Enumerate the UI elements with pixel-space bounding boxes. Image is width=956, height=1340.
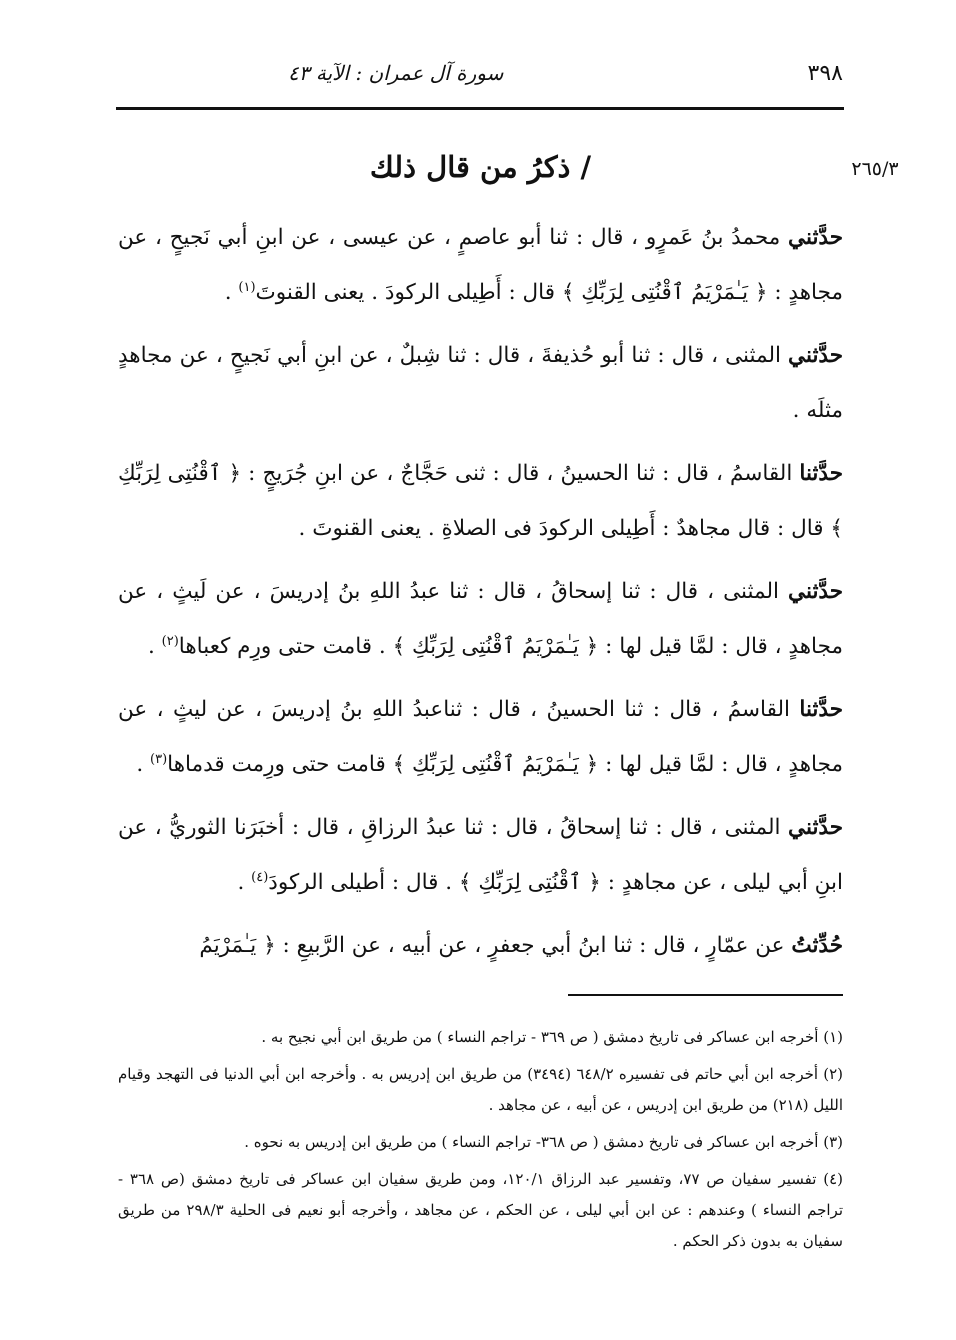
footnote-rule xyxy=(568,994,843,996)
paragraph-lead: حدَّثني xyxy=(788,343,843,368)
paragraph-text: القاسمُ ، قال : ثنا الحسينُ ، قال : ثنى حَجَّاجٌ ، عن ابنِ جُرَيجٍ : xyxy=(241,461,800,486)
paragraph-lead: حُدِّثتُ xyxy=(791,933,843,958)
quran-quote: ﴿ يَـٰمَرْيَمُ ٱقْنُتِى لِرَبِّكِ ﴾ xyxy=(561,280,768,305)
paragraph-text: . xyxy=(136,752,151,777)
paragraph-text: . xyxy=(237,870,252,895)
quran-quote: ﴿ ٱقْنُتِى لِرَبِّكِ ﴾ xyxy=(118,461,843,541)
body-text xyxy=(118,210,843,981)
margin-reference: ٢٦٥/٣ xyxy=(851,158,899,180)
running-header xyxy=(118,50,843,96)
paragraph-text: . xyxy=(147,634,162,659)
page-number: ٣٩٨ xyxy=(807,60,843,86)
footnote-4: (٤) تفسير سفيان ص ٧٧، وتفسير عبد الرزاق ١٢٠/١، ومن طريق سفيان ابن عساكر فى تاريخ دمشق (ص ٣٦٨ - تراجم النساء ) وعندهم : عن ابن أبي ليلى ، عن الحكم ، عن مجاهد ، وأخرجه أبو نعيم فى الحلية ٢٩٨/٣ من طريق سفيان به بدون ذكر الحكم . xyxy=(118,1170,844,1250)
footnote-2: (٢) أخرجه ابن أبي حاتم فى تفسيره ٦٤٨/٢ (٣٤٩٤) من طريق ابن إدريس به . وأخرجه ابن أبي الدنيا فى التهجد وقيام الليل (٢١٨) من طريق ابن إدريس ، عن أبيه ، عن مجاهد . xyxy=(118,1065,844,1114)
paragraph xyxy=(118,682,843,792)
paragraph-text: . قامت حتى ورِم كعباها xyxy=(178,634,393,659)
footnote-ref[interactable]: (٢) xyxy=(161,633,179,649)
paragraph xyxy=(118,328,843,438)
paragraph xyxy=(118,446,843,556)
paragraph-lead: حدَّثني xyxy=(788,225,843,250)
footnote-ref[interactable]: (١) xyxy=(238,279,256,295)
footnote-3: (٣) أخرجه ابن عساكر فى تاريخ دمشق ( ص ٣٦٨- تراجم النساء ) من طريق ابن إدريس به نحوه . xyxy=(244,1133,843,1151)
footnote-ref[interactable]: (٤) xyxy=(251,869,269,885)
running-title: سورة آل عمران : الآية ٤٣ xyxy=(288,61,504,85)
paragraph-text: قال : أَطِيلى الركودَ . يعنى القنوتَ xyxy=(255,280,562,305)
paragraph-lead: حدَّثنا xyxy=(799,697,843,722)
paragraph-text: المثنى ، قال : ثنا إسحاقُ ، قال : ثنا عبدُ الرزاقِ ، قال : أخبَرَنا الثوريُّ ، عن ابنِ أبي ليلى ، عن مجاهدٍ : xyxy=(118,815,843,895)
paragraph-text: قامت حتى ورِمت قدماها xyxy=(167,752,393,777)
paragraph xyxy=(118,800,843,910)
quran-quote: ﴿ يَـٰمَرْيَمُ xyxy=(199,933,276,958)
quran-quote: ﴿ ٱقْنُتِى لِرَبِّكِ ﴾ xyxy=(458,870,601,895)
paragraph-text: المثنى ، قال : ثنا أبو حُذيفةَ ، قال : ثنا شِبلٌ ، عن ابنِ أبي نَجيحٍ ، عن مجاهدٍ مثلَه . xyxy=(118,343,843,423)
paragraph-text: . قال : أطيلى الركودَ xyxy=(268,870,459,895)
paragraph-lead: حدَّثني xyxy=(788,815,843,840)
section-heading: / ذكرُ من قال ذلك xyxy=(369,150,592,184)
paragraph xyxy=(118,918,843,973)
quran-quote: ﴿ يَـٰمَرْيَمُ ٱقْنُتِى لِرَبِّكِ ﴾ xyxy=(392,752,599,777)
paragraph-text: قال : قال مجاهدٌ : أَطِيلى الركودَ فى الصلاةِ . يعنى القنوتَ . xyxy=(298,516,831,541)
quran-quote: ﴿ يَـٰمَرْيَمُ ٱقْنُتِى لِرَبِّكِ ﴾ xyxy=(392,634,599,659)
footnote-1: (١) أخرجه ابن عساكر فى تاريخ دمشق ( ص ٣٦٩ - تراجم النساء ) من طريق ابن أبي نجيح به . xyxy=(261,1028,843,1046)
paragraph-text: القاسمُ ، قال : ثنا الحسينُ ، قال : ثناعبدُ اللهِ بنُ إدريسَ ، عن ليثٍ ، عن مجاهدٍ ، قال : لمَّا قيل لها : xyxy=(118,697,843,777)
paragraph xyxy=(118,210,843,320)
footnotes xyxy=(118,1022,843,1263)
paragraph-lead: حدَّثني xyxy=(788,579,843,604)
footnote-ref[interactable]: (٣) xyxy=(150,751,168,767)
paragraph-text: محمدُ بنُ عَمرٍو ، قال : ثنا أبو عاصمٍ ، عن عيسى ، عن ابنِ أبي نَجيحٍ ، عن مجاهدٍ : xyxy=(118,225,843,305)
paragraph-lead: حدَّثنا xyxy=(799,461,843,486)
paragraph xyxy=(118,564,843,674)
paragraph-text: المثنى ، قال : ثنا إسحاقُ ، قال : ثنا عبدُ اللهِ بنُ إدريسَ ، عن لَيثٍ ، عن مجاهدٍ ، قال : لمَّا قيل لها : xyxy=(118,579,843,659)
header-rule xyxy=(116,107,844,110)
paragraph-text: عن عمّارٍ ، قال : ثنا ابنُ أبي جعفرٍ ، عن أبيه ، عن الرَّبيعِ : xyxy=(275,933,792,958)
paragraph-text: . xyxy=(224,280,239,305)
